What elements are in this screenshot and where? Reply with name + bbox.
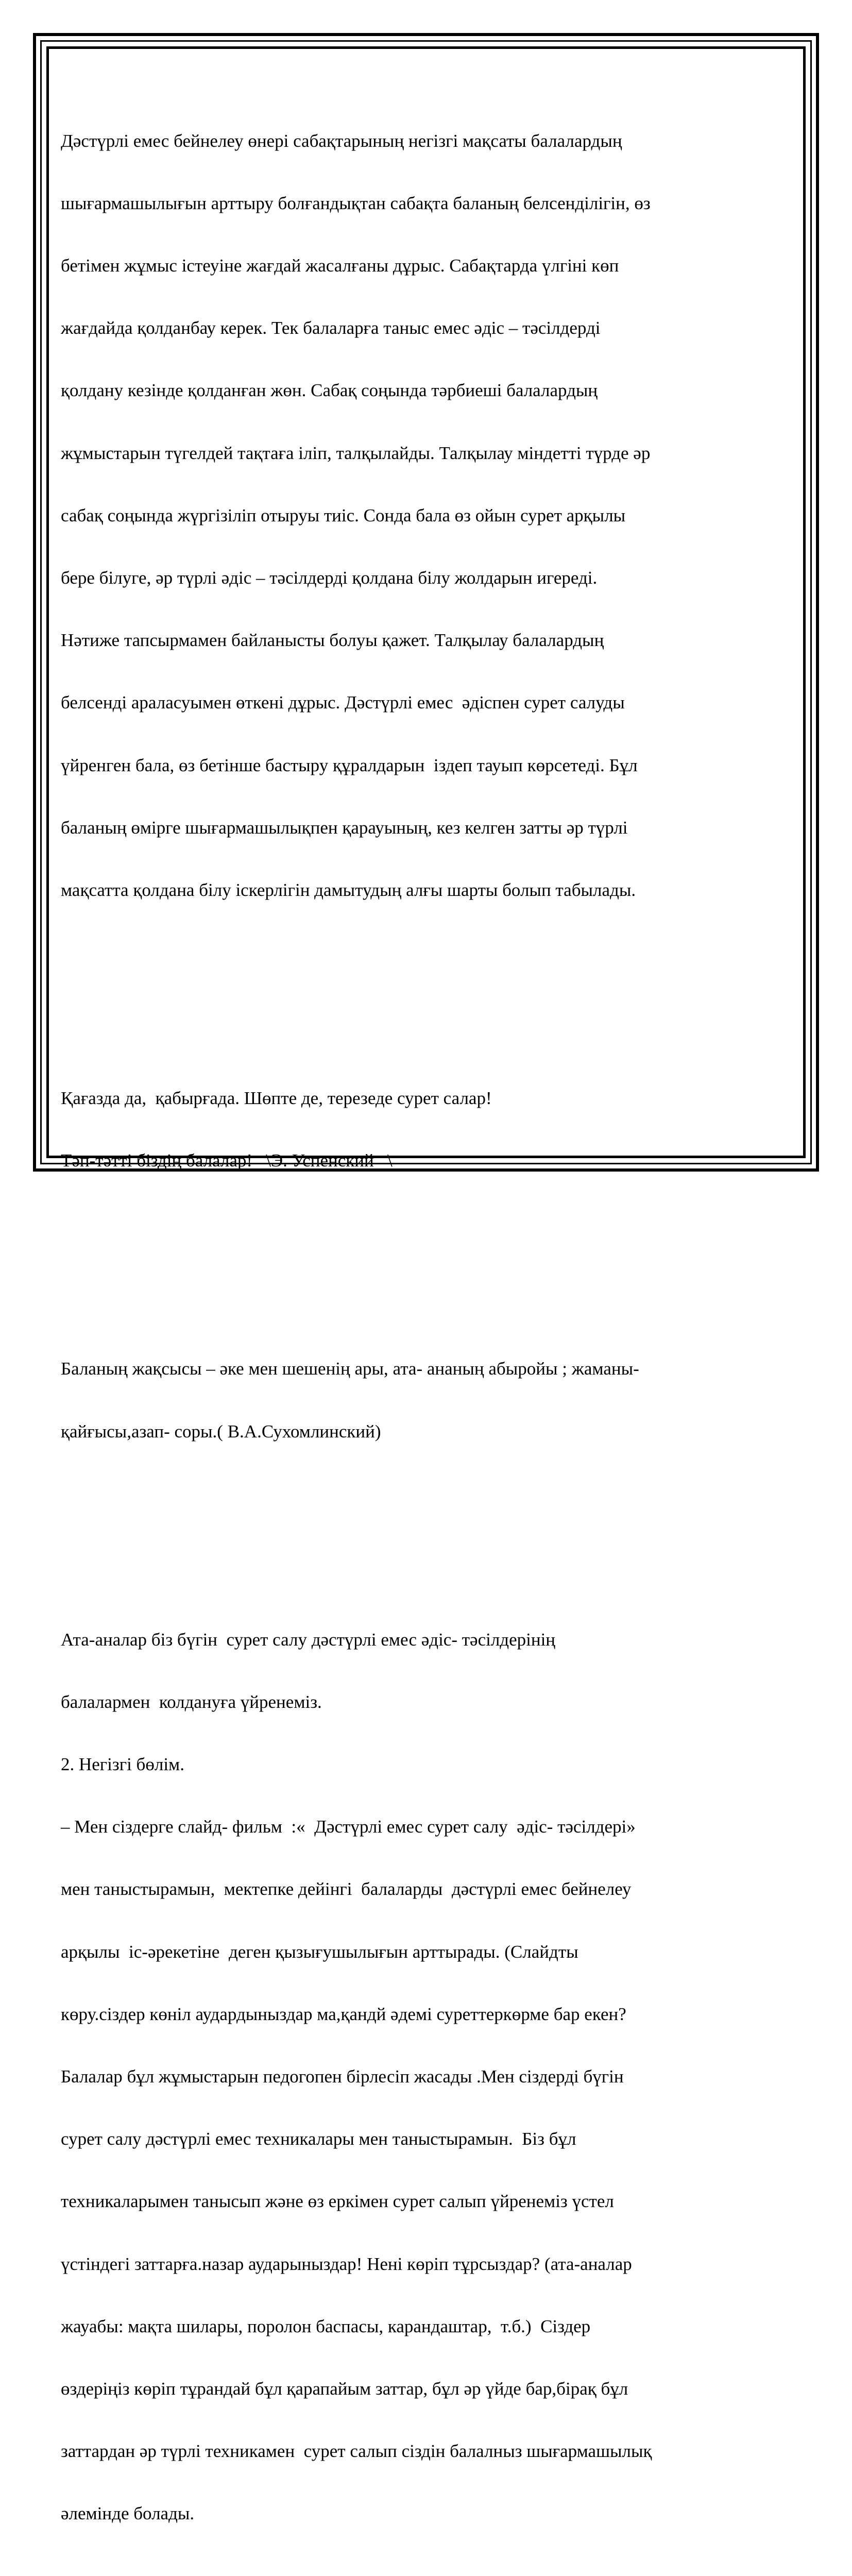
text-line: Қағазда да, қабырғада. Шөпте де, терезеде сурет салар! <box>61 1088 492 1109</box>
text-line: бере білуге, әр түрлі әдіс – тәсілдерді қолдана білу жолдарын игереді. <box>61 568 598 588</box>
blank-line <box>61 1255 803 1275</box>
text-line: Балалар бұл жұмыстарын педогопен бірлесіп жасады .Мен сіздерді бүгін <box>61 2066 624 2087</box>
text-line: өздеріңіз көріп тұрандай бұл қарапайым заттар, бұл әр үйде бар,бірақ бұл <box>61 2379 628 2399</box>
text-line: сурет салу дәстүрлі емес техникалары мен таныстырамын. Біз бұл <box>61 2129 576 2149</box>
text-line: үстіндегі заттарға.назар аударыныздар! Нені көріп тұрсыздар? (ата-аналар <box>61 2253 632 2274</box>
text-line: белсенді араласуымен өткені дұрыс. Дәстүрлі емес әдіспен сурет салуды <box>61 692 625 713</box>
text-line: баланың өмірге шығармашылықпен қарауының, кез келген затты әр түрлі <box>61 817 628 838</box>
text-line: – Мен сіздерге слайд- фильм :« Дәстүрлі емес сурет салу әдіс- тәсілдері» <box>61 1817 636 1837</box>
section-heading: 2. Негізгі бөлім. <box>61 1754 184 1774</box>
text-line: мақсатта қолдана білу іскерлігін дамытудың алғы шарты болып табылады. <box>61 880 636 901</box>
text-line: Баланың жақсысы – әке мен шешенің ары, ата- ананың абыройы ; жаманы- <box>61 1359 639 1379</box>
text-line: Тәп-тәтті біздің балалар! \Э. Успенский \ <box>61 1150 393 1171</box>
blank-line <box>61 984 803 1005</box>
paragraph-main-part <box>61 1588 803 2566</box>
text-line: техникаларымен танысып және өз еркімен сурет салып үйренеміз үстел <box>61 2191 614 2212</box>
text-line: Дәстүрлі емес бейнелеу өнері сабақтарының негізгі мақсаты балалардың <box>61 130 622 151</box>
document-body <box>61 47 803 2576</box>
paragraph-poem <box>61 1046 803 1213</box>
text-line: сабақ соңында жүргізіліп отыруы тиіс. Сонда бала өз ойын сурет арқылы <box>61 505 626 526</box>
text-line: қайғысы,азап- соры.( В.А.Сухомлинский) <box>61 1421 381 1442</box>
text-line: әлемінде болады. <box>61 2503 195 2524</box>
text-line: арқылы іс-әрекетіне деген қызығушылығын арттырады. (Слайдты <box>61 1941 578 1962</box>
text-line: жағдайда қолданбау керек. Тек балаларға таныс емес әдіс – тәсілдерді <box>61 318 601 338</box>
text-line: бетімен жұмыс істеуіне жағдай жасалғаны дұрыс. Сабақтарда үлгіні көп <box>61 256 619 276</box>
paragraph-quote <box>61 1317 803 1484</box>
text-line: қолдану кезінде қолданған жөн. Сабақ соңында тәрбиеші балалардың <box>61 380 598 401</box>
text-line: көру.сіздер көніл аудардыныздар ма,қандй әдемі суреттеркөрме бар екен? <box>61 2004 626 2024</box>
text-line: Нәтиже тапсырмамен байланысты болуы қажет. Талқылау балалардың <box>61 630 604 651</box>
paragraph-intro <box>61 89 803 942</box>
text-line: балалармен колдануға үйренеміз. <box>61 1691 322 1712</box>
text-line: жауабы: мақта шилары, поролон баспасы, карандаштар, т.б.) Сіздер <box>61 2316 591 2336</box>
blank-line <box>61 1526 803 1546</box>
text-line: Ата-аналар біз бүгін сурет салу дәстүрлі емес әдіс- тәсілдерінің <box>61 1629 556 1650</box>
text-line: заттардан әр түрлі техникамен сурет салып сіздін балалныз шығармашылық <box>61 2441 652 2462</box>
text-line: үйренген бала, өз бетінше бастыру құралдарын іздеп тауып көрсетеді. Бұл <box>61 755 638 775</box>
text-line: шығармашылығын арттыру болғандықтан сабақта баланың белсенділігін, өз <box>61 193 651 213</box>
text-line: жұмыстарын түгелдей тақтаға іліп, талқылайды. Талқылау міндетті түрде әр <box>61 443 651 463</box>
text-line: мен таныстырамын, мектепке дейінгі балаларды дәстүрлі емес бейнелеу <box>61 1879 632 1900</box>
